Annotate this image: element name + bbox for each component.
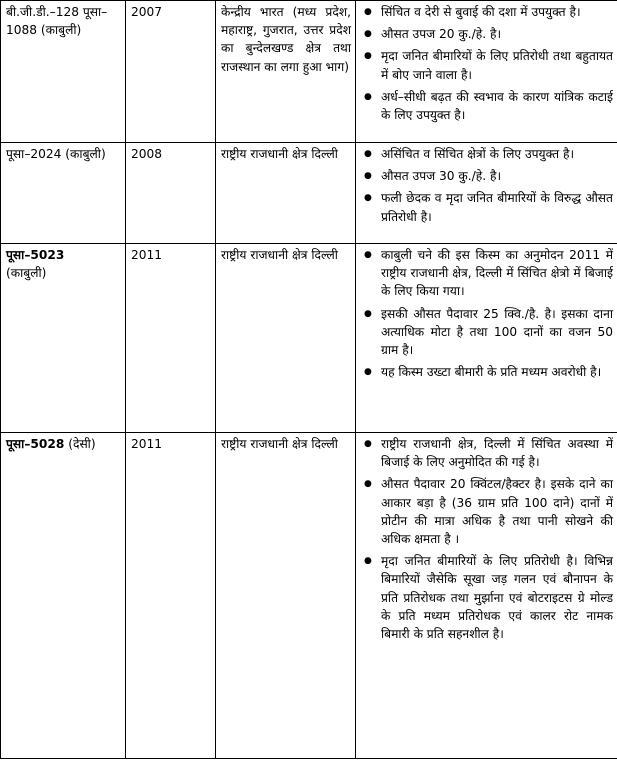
variety-cell: पूसा–2024 (काबुली) bbox=[1, 143, 126, 244]
features-cell bbox=[356, 143, 617, 244]
year-cell: 2007 bbox=[126, 1, 216, 143]
variety-cell bbox=[1, 433, 126, 759]
feature-item: ● अर्ध–सीधी बढ़त की स्वभाव के कारण यांत्रिक कटाई के लिए उपयुक्त है। bbox=[361, 88, 613, 124]
year-cell: 2011 bbox=[126, 244, 216, 433]
variety-name: पूसा–5028 bbox=[6, 437, 65, 451]
feature-list bbox=[361, 246, 613, 381]
variety-cell: बी.जी.डी.–128 पूसा–1088 (काबुली) bbox=[1, 1, 126, 143]
feature-item: ● सिंचित व देरी से बुवाई की दशा में उपयुक्त है। bbox=[361, 3, 613, 21]
feature-item: ● इसकी औसत पैदावार 25 क्वि./है. है। इसका दाना अत्याधिक मोटा है तथा 100 दानों का वजन 50 ग्राम है। bbox=[361, 305, 613, 360]
feature-item: ● फली छेदक व मृदा जनित बीमारियों के विरुद्ध औसत प्रतिरोधी है। bbox=[361, 189, 613, 225]
features-cell bbox=[356, 433, 617, 759]
table-row bbox=[1, 143, 617, 244]
feature-item: ● यह किस्म उख्टा बीमारी के प्रति मध्यम अवरोधी है। bbox=[361, 363, 613, 381]
feature-item: ● औसत उपज 20 कु./हे. है। bbox=[361, 25, 613, 43]
feature-item: ● मृदा जनित बीमारियों के लिए प्रतिरोधी है। विभिन्न बिमारियों जैसेकि सूखा जड़ गलन एवं बौनापन के प्रति प्रतिरोधक तथा मुर्झाना एवं बोटराइटस ग्रे मोल्ड के प्रति मध्यम प्रतिरोधक एवं कालर रोट नामक बिमारी के प्रति सहनशील है। bbox=[361, 552, 613, 643]
year-cell: 2011 bbox=[126, 433, 216, 759]
table-row bbox=[1, 433, 617, 759]
feature-item: ● काबुली चने की इस किस्म का अनुमोदन 2011 में राष्ट्रीय राजधानी क्षेत्र, दिल्ली में सिंचित क्षेत्रो में बिजाई के लिए किया गया। bbox=[361, 246, 613, 301]
table-row bbox=[1, 1, 617, 143]
feature-list bbox=[361, 3, 613, 124]
variety-type: (देसी) bbox=[68, 437, 96, 451]
region-cell: राष्ट्रीय राजधानी क्षेत्र दिल्ली bbox=[216, 244, 356, 433]
feature-item: ● मृदा जनित बीमारियों के लिए प्रतिरोधी तथा बहुतायत में बोए जाने वाला है। bbox=[361, 47, 613, 83]
feature-item: ● राष्ट्रीय राजधानी क्षेत्र, दिल्ली में सिंचित अवस्था में बिजाई के लिए अनुमोदित की गई है। bbox=[361, 435, 613, 471]
feature-item: ● औसत उपज 30 कु./हे. है। bbox=[361, 167, 613, 185]
region-cell: केन्द्रीय भारत (मध्य प्रदेश, महाराष्ट्र, गुजरात, उत्तर प्रदेश का बुन्देलखण्ड क्षेत्र तथा राजस्थान का लगा हुआ भाग) bbox=[216, 1, 356, 143]
year-cell: 2008 bbox=[126, 143, 216, 244]
region-cell: राष्ट्रीय राजधानी क्षेत्र दिल्ली bbox=[216, 433, 356, 759]
features-cell bbox=[356, 244, 617, 433]
feature-list bbox=[361, 435, 613, 643]
feature-item: ● औसत पैदावार 20 क्विंटल/हैक्टर है। इसके दाने का आकार बड़ा है (36 ग्राम प्रति 100 दाने) दानों में प्रोटीन की मात्रा अधिक है तथा पानी सोखने की अधिक क्षमता है । bbox=[361, 475, 613, 548]
table-row bbox=[1, 244, 617, 433]
feature-list bbox=[361, 145, 613, 226]
variety-cell bbox=[1, 244, 126, 433]
features-cell bbox=[356, 1, 617, 143]
region-cell: राष्ट्रीय राजधानी क्षेत्र दिल्ली bbox=[216, 143, 356, 244]
variety-type: (काबुली) bbox=[6, 266, 47, 281]
feature-item: ● असिंचित व सिंचित क्षेत्रों के लिए उपयुक्त है। bbox=[361, 145, 613, 163]
variety-name: पूसा–5023 bbox=[6, 248, 65, 262]
